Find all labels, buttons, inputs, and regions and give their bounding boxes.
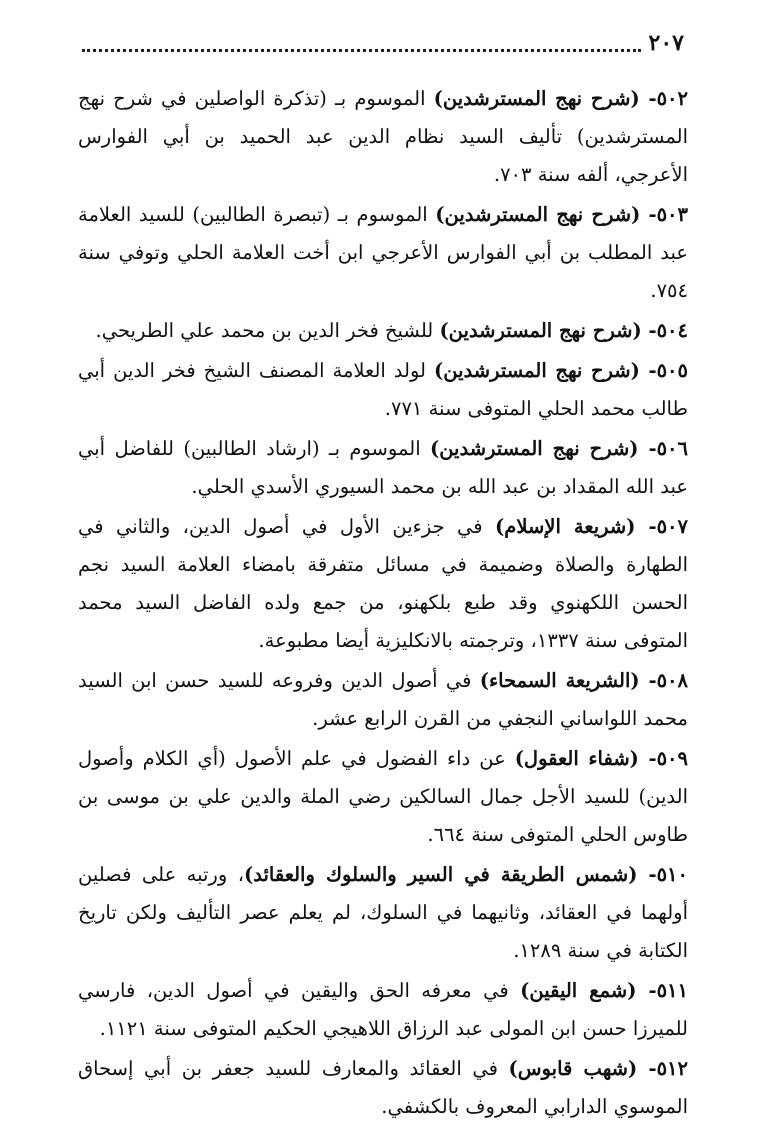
entry-text: للشيخ فخر الدين بن محمد علي الطريحي.	[95, 319, 440, 342]
page-header	[82, 26, 684, 60]
entry-title: (شرح نهج المسترشدين)	[434, 359, 640, 382]
entry-503	[78, 196, 688, 310]
entry-504	[78, 312, 688, 350]
entry-text: في جزءين الأول في أصول الدين، والثاني في الطهارة والصلاة وضميمة في مسائل متفرقة بامضاء العلامة السيد نجم الحسن اللكهنوي وقد طبع بلكهنو، من جمع ولده الفاضل السيد محمد المتوفى سنة ١٣٣٧، وترجمته بالانكليزية أيضا مطبوعة.	[78, 515, 688, 652]
entry-number: ٥٠٥-	[639, 359, 688, 382]
entry-title: (الشريعة السمحاء)	[479, 669, 640, 692]
entry-number: ٥٠٧-	[635, 515, 688, 538]
entry-number: ٥٠٣-	[640, 203, 688, 226]
entry-508	[78, 662, 688, 738]
entry-number: ٥١١-	[636, 979, 688, 1002]
entry-title: (شريعة الإسلام)	[495, 515, 636, 538]
entry-507	[78, 508, 688, 660]
entry-number: ٥٠٢-	[639, 87, 688, 110]
entry-title: (شرح نهج المسترشدين)	[433, 87, 640, 110]
entry-number: ٥٠٦-	[638, 437, 688, 460]
entry-506	[78, 430, 688, 506]
entry-text: لولد العلامة المصنف الشيخ فخر الدين أبي طالب محمد الحلي المتوفى سنة ٧٧١.	[78, 359, 688, 420]
entry-title: (شرح نهج المسترشدين)	[435, 203, 641, 226]
entry-512	[78, 1050, 688, 1126]
entry-title: (شمع اليقين)	[520, 979, 637, 1002]
entry-505	[78, 352, 688, 428]
entry-title: (شرح نهج المسترشدين)	[429, 437, 639, 460]
entry-text: الموسوم بـ (تذكرة الواصلين في شرح نهج المسترشدين) تأليف السيد نظام الدين عبد الحميد بن أبي الفوارس الأعرجي، ألفه سنة ٧٠٣.	[78, 87, 688, 186]
entry-number: ٥١٢-	[637, 1057, 688, 1080]
entry-text: الموسوم بـ (ارشاد الطالبين) للفاضل أبي عبد الله المقداد بن عبد الله بن محمد السيوري الأسدي الحلي.	[78, 437, 688, 498]
entry-text: الموسوم بـ (تبصرة الطالبين) للسيد العلامة عبد المطلب بن أبي الفوارس الأعرجي ابن أخت العلامة الحلي وتوفي سنة ٧٥٤.	[78, 203, 688, 302]
entry-text: في العقائد والمعارف للسيد جعفر بن أبي إسحاق الموسوي الدارابي المعروف بالكشفي.	[78, 1057, 688, 1118]
entry-text: عن داء الفضول في علم الأصول (أي الكلام وأصول الدين) للسيد الأجل جمال السالكين رضي الملة والدين علي بن موسى بن طاوس الحلي المتوفى سنة ٦٦٤.	[78, 747, 688, 846]
entry-number: ٥١٠-	[637, 863, 688, 886]
entry-number: ٥٠٨-	[639, 669, 688, 692]
entry-title: (شهب قابوس)	[508, 1057, 638, 1080]
dotted-leader	[82, 49, 641, 52]
entry-number: ٥٠٤-	[641, 319, 688, 342]
entry-text: ، ورتبه على فصلين أولهما في العقائد، وثانيهما في السلوك، لم يعلم عصر التأليف ولكن تاريخ الكتابة في سنة ١٢٨٩.	[78, 863, 688, 962]
entry-text: في معرفه الحق واليقين في أصول الدين، فارسي للميرزا حسن ابن المولى عبد الرزاق اللاهيجي الحكيم المتوفى سنة ١١٢١.	[78, 979, 688, 1040]
entry-text: في أصول الدين وفروعه للسيد حسن ابن السيد محمد اللواساني النجفي من القرن الرابع عشر.	[78, 669, 688, 730]
entry-510	[78, 856, 688, 970]
entry-509	[78, 740, 688, 854]
entry-502	[78, 80, 688, 194]
entry-title: (شرح نهج المسترشدين)	[439, 319, 642, 342]
entry-list	[78, 80, 688, 1128]
entry-title: (شمس الطريقة في السير والسلوك والعقائد)	[244, 863, 638, 886]
page-number: ٢٠٧	[648, 30, 684, 56]
entry-511	[78, 972, 688, 1048]
entry-title: (شفاء العقول)	[514, 747, 639, 770]
entry-number: ٥٠٩-	[638, 747, 688, 770]
